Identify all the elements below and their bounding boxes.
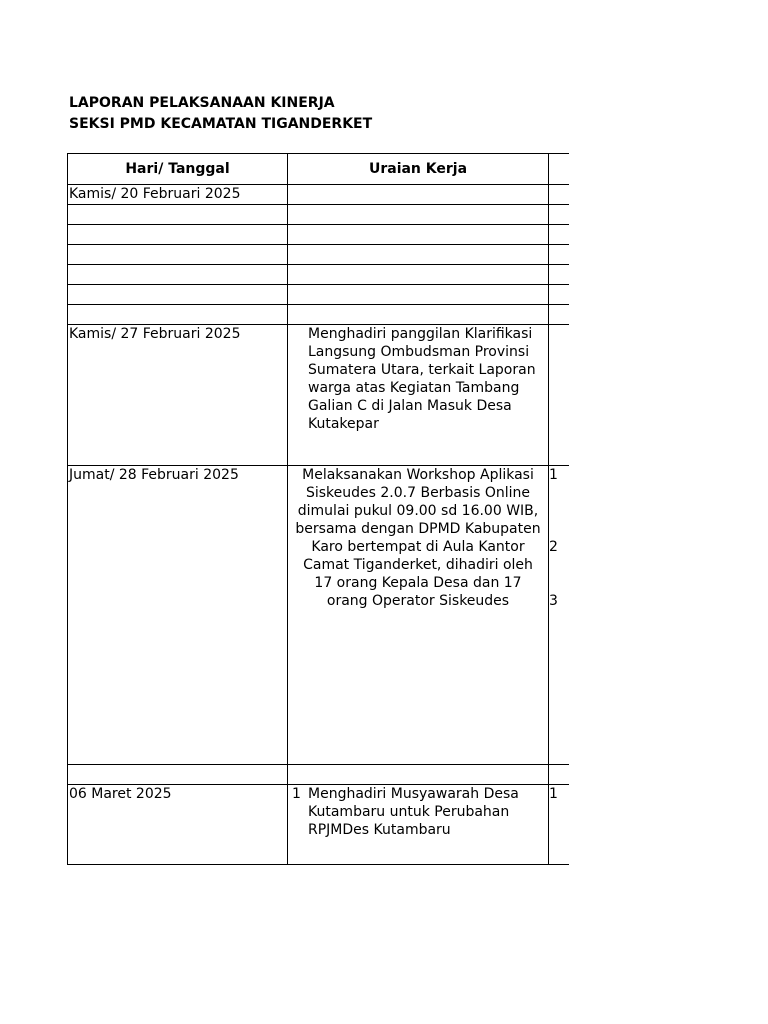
description-cell[interactable] [288, 285, 549, 305]
date-cell[interactable]: 06 Maret 2025 [68, 785, 288, 865]
extra-cell[interactable] [549, 285, 570, 305]
date-cell[interactable] [68, 305, 288, 325]
table-row [68, 285, 570, 305]
table-row [68, 205, 570, 225]
extra-cell[interactable] [549, 765, 570, 785]
date-cell[interactable]: Kamis/ 27 Februari 2025 [68, 325, 288, 466]
date-cell[interactable]: Kamis/ 20 Februari 2025 [68, 185, 288, 205]
description-cell[interactable] [288, 245, 549, 265]
report-title: LAPORAN PELAKSANAAN KINERJA [69, 95, 335, 111]
item-number: 3 [549, 593, 558, 609]
description-text: Menghadiri panggilan Klarifikasi Langsung Ombudsman Provinsi Sumatera Utara, terkait Laporan warga atas Kegiatan Tambang Galian C di Jalan Masuk Desa Kutakepar [308, 326, 536, 432]
table-row [68, 765, 570, 785]
description-cell[interactable] [288, 225, 549, 245]
table-row [68, 466, 570, 765]
description-cell[interactable] [288, 466, 549, 765]
date-cell[interactable] [68, 285, 288, 305]
extra-cell[interactable] [549, 305, 570, 325]
description-text: Melaksanakan Workshop Aplikasi Siskeudes 2.0.7 Berbasis Online dimulai pukul 09.00 sd 16.00 WIB, bersama dengan DPMD Kabupaten Karo bertempat di Aula Kantor Camat Tiganderket, dihadiri oleh 17 orang Kepala Desa dan 17 orang Operator Siskeudes [295, 467, 541, 609]
description-cell[interactable] [288, 325, 549, 466]
extra-cell[interactable] [549, 185, 570, 205]
description-cell[interactable] [288, 185, 549, 205]
table-row [68, 245, 570, 265]
date-cell[interactable] [68, 225, 288, 245]
table-row [68, 225, 570, 245]
table-row [68, 265, 570, 285]
item-number: 1 [549, 786, 558, 802]
column-header-date: Hari/ Tanggal [68, 154, 288, 185]
extra-cell[interactable] [549, 785, 570, 865]
table-row [68, 785, 570, 865]
table-header-row [68, 154, 570, 185]
item-number: 1 [292, 786, 301, 802]
date-cell[interactable] [68, 765, 288, 785]
extra-cell[interactable] [549, 245, 570, 265]
description-cell[interactable] [288, 765, 549, 785]
date-cell[interactable] [68, 205, 288, 225]
description-cell[interactable] [288, 785, 549, 865]
description-cell[interactable] [288, 205, 549, 225]
column-header-description: Uraian Kerja [288, 154, 549, 185]
item-number: 2 [549, 539, 558, 555]
date-cell[interactable] [68, 245, 288, 265]
report-subtitle: SEKSI PMD KECAMATAN TIGANDERKET [69, 116, 373, 132]
description-cell[interactable] [288, 265, 549, 285]
description-cell[interactable] [288, 305, 549, 325]
item-number: 1 [549, 467, 558, 483]
item-number [292, 325, 308, 433]
table-row [68, 185, 570, 205]
report-table [67, 153, 569, 865]
extra-cell[interactable] [549, 205, 570, 225]
extra-cell[interactable] [549, 265, 570, 285]
date-cell[interactable] [68, 265, 288, 285]
table-row [68, 325, 570, 466]
description-text: Menghadiri Musyawarah Desa Kutambaru untuk Perubahan RPJMDes Kutambaru [308, 786, 519, 838]
date-cell[interactable]: Jumat/ 28 Februari 2025 [68, 466, 288, 765]
extra-cell[interactable] [549, 325, 570, 466]
extra-cell[interactable] [549, 225, 570, 245]
column-header-third [549, 154, 570, 185]
extra-cell[interactable] [549, 466, 570, 765]
table-row [68, 305, 570, 325]
